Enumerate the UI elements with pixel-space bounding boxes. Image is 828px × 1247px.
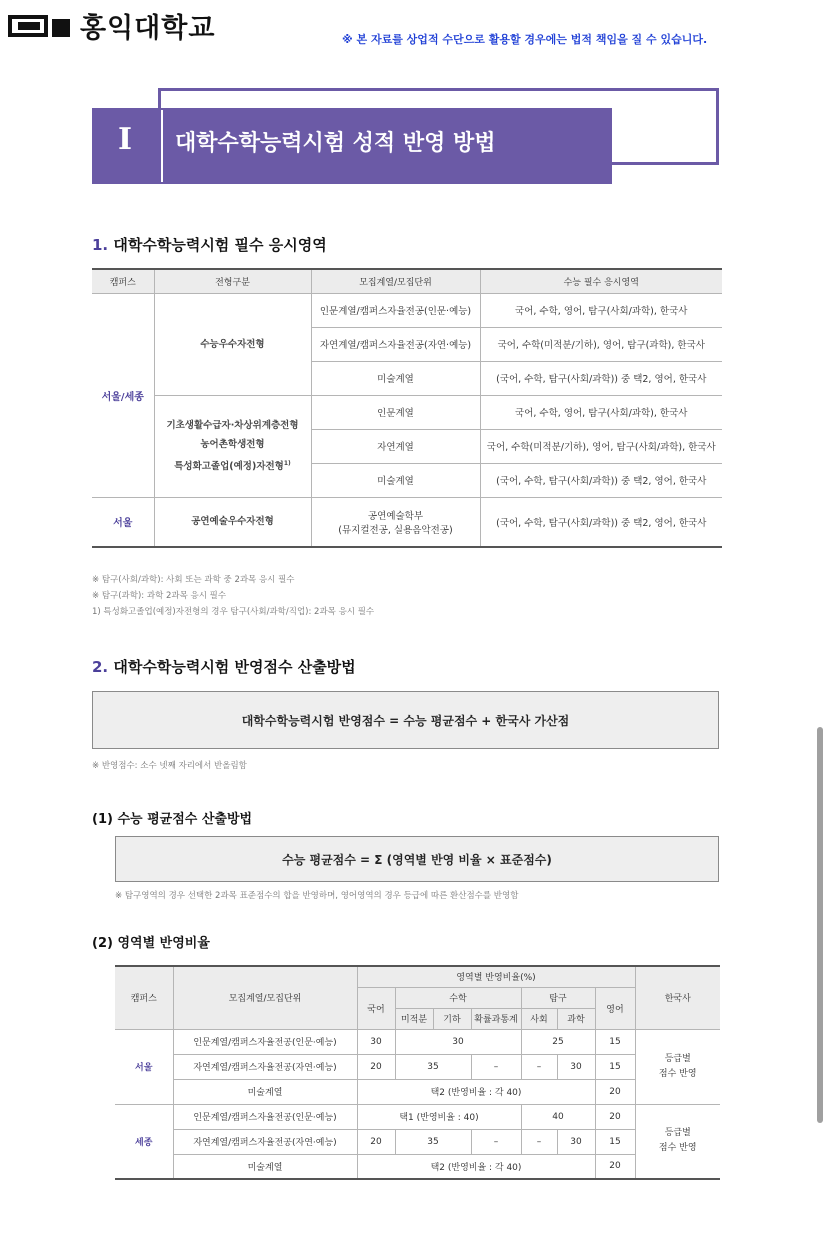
table-row (115, 1104, 720, 1129)
admission-type-cell: 수능우수자전형 (154, 293, 311, 395)
probability-cell: – (471, 1129, 521, 1154)
header-social: 사회 (521, 1008, 557, 1029)
english-cell: 15 (595, 1129, 635, 1154)
choice-cell: 택1 (반영비율 : 40) (357, 1104, 521, 1129)
unit-cell: 인문계열/캠퍼스자율전공(인문·예능) (311, 293, 480, 327)
section1-heading (92, 234, 327, 255)
probability-cell: – (471, 1054, 521, 1079)
unit-cell: 미술계열 (311, 463, 480, 497)
areas-cell: 국어, 수학, 영어, 탐구(사회/과학), 한국사 (480, 293, 722, 327)
section2-title: 대학수학능력시험 반영점수 산출방법 (113, 658, 356, 676)
unit-cell: 인문계열/캠퍼스자율전공(인문·예능) (173, 1104, 357, 1129)
science-cell: 30 (557, 1129, 595, 1154)
footnote-marker: 1) (283, 459, 291, 467)
math-cell: 35 (395, 1054, 471, 1079)
header-history: 한국사 (635, 966, 720, 1029)
header-type: 전형구분 (154, 269, 311, 293)
copyright-notice: ※ 본 자료를 상업적 수단으로 활용할 경우에는 법적 책임을 질 수 있습니다. (342, 33, 708, 46)
history-line: 등급별 (664, 1128, 691, 1139)
section2-heading (92, 656, 356, 677)
admission-type-cell: 공연예술우수자전형 (154, 497, 311, 547)
english-cell: 15 (595, 1029, 635, 1054)
unit-cell: 자연계열/캠퍼스자율전공(자연·예능) (173, 1054, 357, 1079)
score-formula-box: 대학수학능력시험 반영점수 = 수능 평균점수 + 한국사 가산점 (92, 691, 719, 749)
subsection2-title: (2) 영역별 반영비율 (92, 936, 210, 951)
header-inquiry: 탐구 (521, 987, 595, 1008)
table-row (115, 1154, 720, 1179)
table-row (115, 1079, 720, 1104)
history-line: 점수 반영 (658, 1068, 697, 1079)
header-ratio: 영역별 반영비율(%) (357, 966, 635, 987)
table-row (92, 395, 722, 429)
required-areas-table (92, 268, 722, 548)
unit-cell: 미술계열 (173, 1154, 357, 1179)
history-line: 점수 반영 (658, 1143, 697, 1154)
chapter-title: 대학수학능력시험 성적 반영 방법 (175, 131, 496, 156)
science-cell: 30 (557, 1054, 595, 1079)
header-unit: 모집계열/모집단위 (311, 269, 480, 293)
social-cell: – (521, 1129, 557, 1154)
note-line: 1) 특성화고졸업(예정)자전형의 경우 탐구(사회/과학/직업): 2과목 응시 필수 (92, 607, 375, 617)
history-cell (635, 1104, 720, 1179)
header-korean: 국어 (357, 987, 395, 1029)
unit-cell: 인문계열/캠퍼스자율전공(인문·예능) (173, 1029, 357, 1054)
vertical-scrollbar[interactable] (817, 727, 823, 1123)
header-unit: 모집계열/모집단위 (173, 966, 357, 1029)
english-cell: 20 (595, 1079, 635, 1104)
table-row (115, 1129, 720, 1154)
campus-cell: 서울 (92, 497, 154, 547)
subsection1-title: (1) 수능 평균점수 산출방법 (92, 812, 253, 827)
header-english: 영어 (595, 987, 635, 1029)
unit-cell: 자연계열/캠퍼스자율전공(자연·예능) (311, 327, 480, 361)
korean-cell: 20 (357, 1054, 395, 1079)
unit-line: (뮤지컬전공, 실용음악전공) (338, 524, 453, 536)
history-cell (635, 1029, 720, 1104)
section1-title: 대학수학능력시험 필수 응시영역 (113, 236, 327, 254)
section1-notes (92, 572, 374, 620)
header-campus: 캠퍼스 (92, 269, 154, 293)
note-line: ※ 탐구(사회/과학): 사회 또는 과학 중 2과목 응시 필수 (92, 575, 295, 585)
inquiry-cell: 25 (521, 1029, 595, 1054)
english-cell: 20 (595, 1104, 635, 1129)
average-formula-box: 수능 평균점수 = Σ (영역별 반영 비율 × 표준점수) (115, 836, 719, 882)
campus-cell: 서울 (115, 1029, 173, 1104)
table-header-row (92, 269, 722, 293)
areas-cell: (국어, 수학, 탐구(사회/과학)) 중 택2, 영어, 한국사 (480, 463, 722, 497)
choice-cell: 택2 (반영비율 : 각 40) (357, 1154, 595, 1179)
unit-cell: 자연계열/캠퍼스자율전공(자연·예능) (173, 1129, 357, 1154)
choice-cell: 택2 (반영비율 : 각 40) (357, 1079, 595, 1104)
korean-cell: 30 (357, 1029, 395, 1054)
table-row (92, 293, 722, 327)
header-campus: 캠퍼스 (115, 966, 173, 1029)
unit-cell: 인문계열 (311, 395, 480, 429)
math-cell: 35 (395, 1129, 471, 1154)
header-probability: 확률과통계 (471, 1008, 521, 1029)
areas-cell: 국어, 수학(미적분/기하), 영어, 탐구(과학), 한국사 (480, 327, 722, 361)
areas-cell: (국어, 수학, 탐구(사회/과학)) 중 택2, 영어, 한국사 (480, 361, 722, 395)
type-line: 특성화고졸업(예정)자전형$^{1)}$ (174, 459, 291, 473)
header-calculus: 미적분 (395, 1008, 433, 1029)
logo-text: 홍익대학교 (80, 13, 216, 44)
chapter-number: I (118, 122, 133, 157)
subsection1-note: ※ 탐구영역의 경우 선택한 2과목 표준점수의 합을 반영하며, 영어영역의 경우 등급에 따른 환산점수를 반영함 (115, 891, 519, 901)
table-row (92, 497, 722, 547)
type-line: 농어촌학생전형 (200, 438, 265, 450)
campus-cell: 서울/세종 (92, 293, 154, 497)
korean-cell: 20 (357, 1129, 395, 1154)
math-cell: 30 (395, 1029, 521, 1054)
admission-type-cell (154, 395, 311, 497)
unit-cell: 자연계열 (311, 429, 480, 463)
english-cell: 20 (595, 1154, 635, 1179)
type-line: 기초생활수급자·차상위계층전형 (166, 419, 299, 431)
areas-cell: 국어, 수학, 영어, 탐구(사회/과학), 한국사 (480, 395, 722, 429)
logo-mark-icon (8, 11, 72, 41)
section2-number: 2. (92, 658, 109, 676)
banner-divider (161, 110, 163, 182)
unit-cell (311, 497, 480, 547)
section1-number: 1. (92, 236, 109, 254)
note-line: ※ 탐구(과학): 과학 2과목 응시 필수 (92, 591, 227, 601)
english-cell: 15 (595, 1054, 635, 1079)
university-logo (8, 6, 215, 45)
history-line: 등급별 (664, 1053, 691, 1064)
table-header-row (115, 966, 720, 987)
header-areas: 수능 필수 응시영역 (480, 269, 722, 293)
areas-cell: (국어, 수학, 탐구(사회/과학)) 중 택2, 영어, 한국사 (480, 497, 722, 547)
campus-cell: 세종 (115, 1104, 173, 1179)
unit-cell: 미술계열 (173, 1079, 357, 1104)
section2-note: ※ 반영점수: 소수 넷째 자리에서 반올림함 (92, 761, 247, 771)
header-geometry: 기하 (433, 1008, 471, 1029)
ratio-table (115, 965, 720, 1180)
social-cell: – (521, 1054, 557, 1079)
table-row (115, 1054, 720, 1079)
header-science: 과학 (557, 1008, 595, 1029)
unit-line: 공연예술학부 (367, 510, 424, 522)
header-math: 수학 (395, 987, 521, 1008)
areas-cell: 국어, 수학(미적분/기하), 영어, 탐구(사회/과학), 한국사 (480, 429, 722, 463)
unit-cell: 미술계열 (311, 361, 480, 395)
inquiry-cell: 40 (521, 1104, 595, 1129)
table-row (115, 1029, 720, 1054)
